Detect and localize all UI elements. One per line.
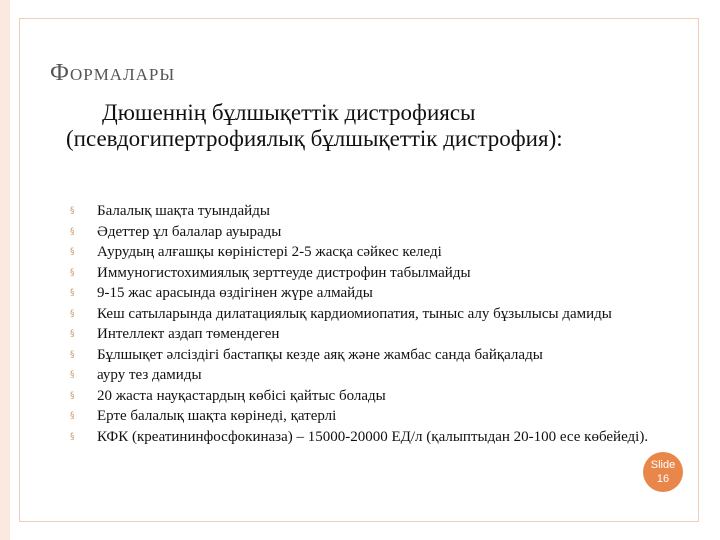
slide-badge-label: Slide	[650, 459, 676, 471]
list-item	[70, 242, 686, 263]
list-item	[70, 345, 686, 366]
list-item	[70, 263, 686, 284]
slide-number-badge	[643, 452, 683, 492]
list-item-text: Иммуногистохимиялық зерттеуде дистрофин табылмайды	[97, 264, 471, 281]
list-item-text: Интеллект аздап төмендеген	[97, 326, 280, 342]
list-item-text: Ерте балалық шақта көрінеді, қатерлі	[97, 408, 337, 424]
list-item-text: Әдеттер ұл балалар ауырады	[97, 223, 282, 240]
bullet-icon: §	[70, 267, 75, 278]
list-item	[70, 304, 686, 325]
list-item-text: Кеш сатыларында дилатациялық кардиомиопатия, тыныс алу бұзылысы дамиды	[97, 305, 612, 322]
list-item-text: Бұлшықет әлсіздігі бастапқы кезде аяқ және жамбас санда байқалады	[97, 346, 543, 363]
bullet-icon: §	[70, 206, 75, 216]
bullet-icon: §	[70, 226, 75, 237]
list-item	[70, 386, 686, 407]
slide-badge-number: 16	[656, 473, 670, 485]
bullet-icon: §	[70, 247, 75, 257]
list-item-text: 9-15 жас арасында өздігінен жүре алмайды	[97, 285, 373, 301]
bullet-icon: §	[70, 349, 75, 360]
slide-left-accent	[0, 0, 10, 540]
bullet-icon: §	[70, 329, 75, 339]
bullet-list	[70, 201, 686, 447]
list-item-text: ауру тез дамиды	[97, 367, 202, 383]
list-item	[70, 222, 686, 243]
list-item	[70, 427, 686, 448]
list-item	[70, 283, 686, 304]
list-item-text: Балалық шақта туындайды	[97, 203, 270, 219]
slide-subtitle: Дюшеннің бұлшықеттік дистрофиясы (псевдогипертрофиялық бұлшықеттік дистрофия):	[66, 100, 563, 151]
list-item-text: Аурудың алғашқы көріністері 2-5 жасқа сәйкес келеді	[97, 244, 442, 260]
list-item	[70, 324, 686, 345]
slide-title: Формалары	[50, 60, 176, 86]
list-item	[70, 365, 686, 386]
bullet-icon: §	[70, 411, 75, 421]
bullet-icon: §	[70, 431, 75, 442]
list-item-text: 20 жаста науқастардың көбісі қайтыс болады	[97, 387, 386, 404]
list-item	[70, 201, 686, 222]
bullet-icon: §	[70, 370, 75, 380]
bullet-icon: §	[70, 390, 75, 401]
bullet-icon: §	[70, 288, 75, 298]
list-item-text: КФК (креатининфосфокиназа) – 15000-20000 ЕД/л (қалыптыдан 20-100 есе көбейеді).	[97, 428, 649, 445]
list-item	[70, 406, 686, 427]
bullet-icon: §	[70, 308, 75, 319]
